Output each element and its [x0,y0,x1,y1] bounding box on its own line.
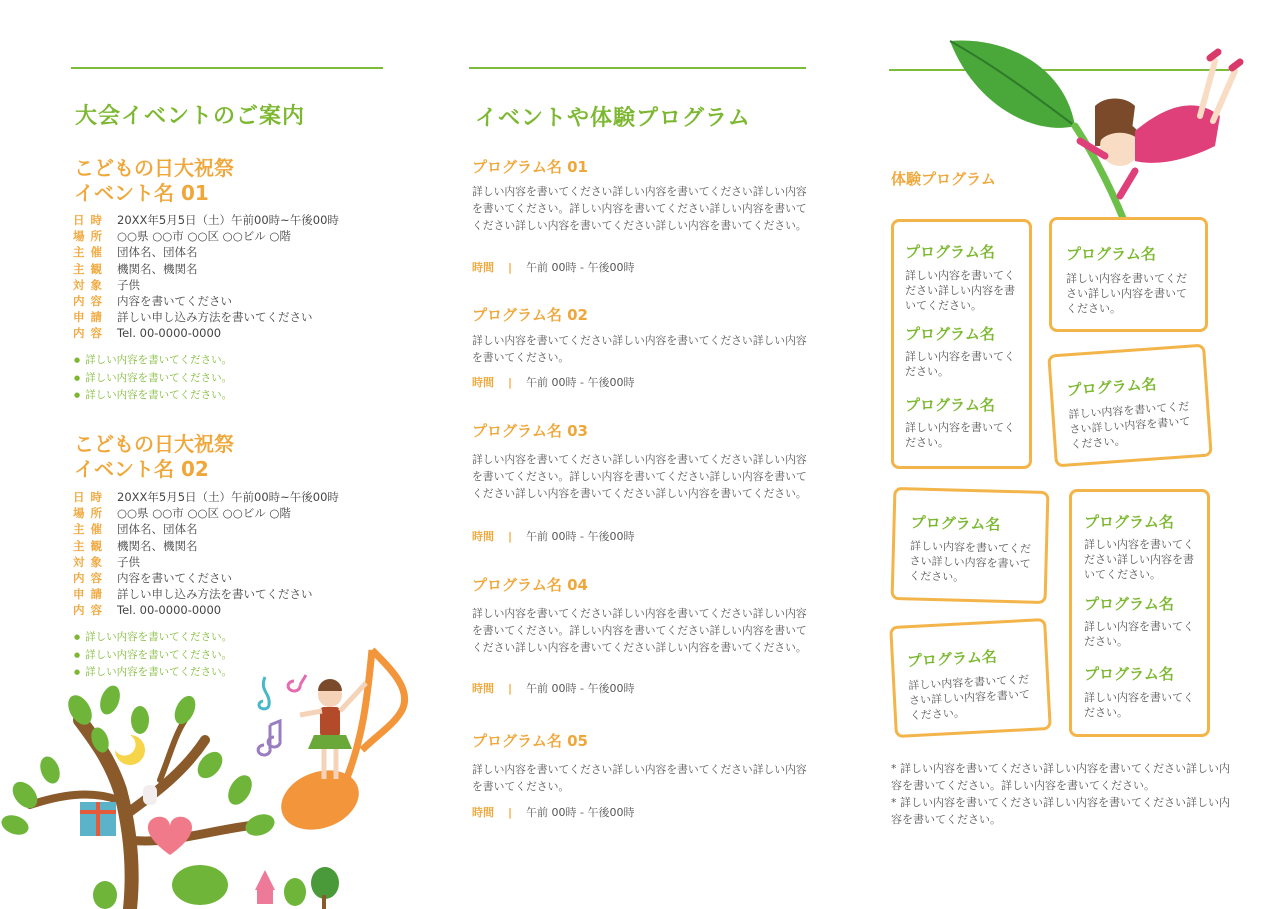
card-6-item-3-title: プログラム名 [1084,665,1174,683]
footnote-1: * 詳しい内容を書いてください詳しい内容を書いてください詳しい内容を書いてください。詳しい内容を書いてください。 [891,762,1230,792]
program-4-desc: 詳しい内容を書いてください詳しい内容を書いてください詳しい内容を書いてください。詳しい内容を書いてください詳しい内容を書いてください詳しい内容を書いてください詳しい内容を書いてください。 [472,607,807,654]
card-6-item-1-desc: 詳しい内容を書いてください詳しい内容を書いてください。 [1084,538,1194,581]
info-key: 日時 [73,490,108,504]
bullet-item: ● 詳しい内容を書いてください。 [74,647,232,665]
time-value: 午前 00時 - 午後00時 [526,261,635,274]
info-value: 内容を書いてください [117,571,232,586]
footnotes [891,760,1231,828]
program-5-desc: 詳しい内容を書いてください詳しい内容を書いてください詳しい内容を書いてください。 [472,763,807,793]
footnote-2: * 詳しい内容を書いてください詳しい内容を書いてください詳しい内容を書いてください。 [891,796,1230,826]
program-1-title: プログラム名 01 [472,158,588,176]
info-value: 団体名、団体名 [117,522,198,537]
bullet-item: ● 詳しい内容を書いてください。 [74,370,232,388]
info-row [73,602,339,618]
card-6-item-1-title: プログラム名 [1084,513,1174,531]
program-3-time [472,528,634,544]
time-label: 時間 [472,261,494,274]
bullet-item: ● 詳しい内容を書いてください。 [74,629,232,647]
info-row [73,489,339,505]
info-value: ○○県 ○○市 ○○区 ○○ビル ○階 [117,506,291,521]
info-key: 主催 [73,522,108,537]
program-3-title: プログラム名 03 [472,422,588,440]
info-value: 20XX年5月5日（土）午前00時~午後00時 [117,490,339,504]
program-4-time [472,680,634,696]
bullet-item: ● 詳しい内容を書いてください。 [74,664,232,682]
info-key: 内容 [73,294,108,309]
info-key: 内容 [73,571,108,586]
program-1-time [472,259,634,275]
program-card-6 [1069,489,1210,737]
card-1-item-2-title: プログラム名 [905,325,995,343]
program-4-title: プログラム名 04 [472,576,588,594]
bullet-item: ● 詳しい内容を書いてください。 [74,352,232,370]
card-2-title: プログラム名 [1066,245,1156,263]
time-value: 午前 00時 - 午後00時 [526,530,635,543]
event-2-title-line2: イベント名 02 [74,457,209,481]
program-1-desc: 詳しい内容を書いてください詳しい内容を書いてください詳しい内容を書いてください。詳しい内容を書いてください詳しい内容を書いてください詳しい内容を書いてください詳しい内容を書いてください。 [472,185,807,232]
info-value: 詳しい申し込み方法を書いてください [117,310,313,325]
info-value: 子供 [117,554,140,569]
card-3-desc: 詳しい内容を書いてください詳しい内容を書いてください。 [1068,399,1191,452]
info-row [73,293,339,309]
card-6-item-3-desc: 詳しい内容を書いてください。 [1084,691,1194,719]
info-value: ○○県 ○○市 ○○区 ○○ビル ○階 [117,229,291,244]
bullet-item: ● 詳しい内容を書いてください。 [74,387,232,405]
time-value: 午前 00時 - 午後00時 [526,682,635,695]
time-separator: | [508,806,513,819]
card-5-desc: 詳しい内容を書いてください詳しい内容を書いてください。 [907,672,1031,723]
event-1-title [74,156,234,206]
music-note-illustration [240,645,420,835]
event-1-info [73,212,339,342]
leaf-girl-illustration [945,36,1245,241]
card-1-item-2-desc: 詳しい内容を書いてください。 [905,350,1015,378]
info-key: 主観 [73,261,108,276]
time-value: 午前 00時 - 午後00時 [526,806,635,819]
event-2-title [74,432,234,482]
info-value: 団体名、団体名 [117,245,198,260]
info-row [73,244,339,260]
program-card-4 [891,487,1050,604]
card-1-item-1-title: プログラム名 [905,243,995,261]
info-key: 内容 [73,603,108,618]
program-3-desc: 詳しい内容を書いてください詳しい内容を書いてください詳しい内容を書いてください。詳しい内容を書いてください詳しい内容を書いてください詳しい内容を書いてください詳しい内容を書いてください。 [472,453,807,500]
event-1-title-line2: イベント名 01 [74,181,209,205]
program-2-title: プログラム名 02 [472,306,588,324]
info-row [73,228,339,244]
time-separator: | [508,530,513,543]
divider-middle [469,67,806,69]
time-separator: | [508,682,513,695]
card-6-item-2-desc: 詳しい内容を書いてください。 [1084,620,1194,648]
program-2-time [472,374,634,390]
info-value: 子供 [117,277,140,292]
info-value: 内容を書いてください [117,294,232,309]
program-card-5 [889,618,1052,738]
time-label: 時間 [472,806,494,819]
info-row [73,554,339,570]
section-heading-experience: 体験プログラム [891,170,996,188]
program-2-desc: 詳しい内容を書いてください詳しい内容を書いてください詳しい内容を書いてください。 [472,334,807,364]
info-value: 詳しい申し込み方法を書いてください [117,587,313,602]
card-6-item-2-title: プログラム名 [1084,595,1174,613]
info-key: 内容 [73,326,108,341]
program-5-title: プログラム名 05 [472,732,588,750]
info-key: 申請 [73,587,108,602]
event-1-bullets [74,352,232,405]
program-card-2 [1049,217,1208,332]
info-key: 日時 [73,213,108,227]
card-4-title: プログラム名 [910,513,1001,534]
card-3-title: プログラム名 [1066,375,1158,400]
info-value: 機関名、機関名 [117,538,198,553]
info-row [73,212,339,228]
info-key: 場所 [73,506,108,521]
info-row [73,277,339,293]
info-row [73,570,339,586]
event-2-title-line1: こどもの日大祝祭 [74,432,234,456]
info-key: 対象 [73,554,108,569]
section-heading-event-guide: 大会イベントのご案内 [75,104,306,129]
program-card-1 [891,219,1032,469]
info-row [73,521,339,537]
info-value: Tel. 00-0000-0000 [117,603,222,618]
info-key: 場所 [73,229,108,244]
event-2-info [73,489,339,619]
program-5-time [472,804,634,820]
info-key: 主観 [73,538,108,553]
info-key: 主催 [73,245,108,260]
info-row [73,309,339,325]
time-label: 時間 [472,530,494,543]
info-row [73,505,339,521]
info-value: 機関名、機関名 [117,261,198,276]
time-value: 午前 00時 - 午後00時 [526,376,635,389]
card-4-desc: 詳しい内容を書いてください詳しい内容を書いてください。 [909,539,1032,584]
time-separator: | [508,261,513,274]
divider-left [71,67,383,69]
card-1-item-1-desc: 詳しい内容を書いてください詳しい内容を書いてください。 [905,269,1015,312]
card-5-title: プログラム名 [906,647,998,671]
card-1-item-3-title: プログラム名 [905,396,995,414]
info-value: 20XX年5月5日（土）午前00時~午後00時 [117,213,339,227]
card-2-desc: 詳しい内容を書いてください詳しい内容を書いてください。 [1066,272,1187,315]
time-label: 時間 [472,376,494,389]
info-key: 対象 [73,277,108,292]
info-row [73,586,339,602]
info-key: 申請 [73,310,108,325]
info-row [73,325,339,341]
card-1-item-3-desc: 詳しい内容を書いてください。 [905,421,1015,449]
time-label: 時間 [472,682,494,695]
program-card-3 [1047,344,1212,468]
section-heading-programs: イベントや体験プログラム [475,106,751,131]
info-row [73,261,339,277]
event-1-title-line1: こどもの日大祝祭 [74,156,234,180]
info-value: Tel. 00-0000-0000 [117,326,222,341]
info-row [73,538,339,554]
time-separator: | [508,376,513,389]
